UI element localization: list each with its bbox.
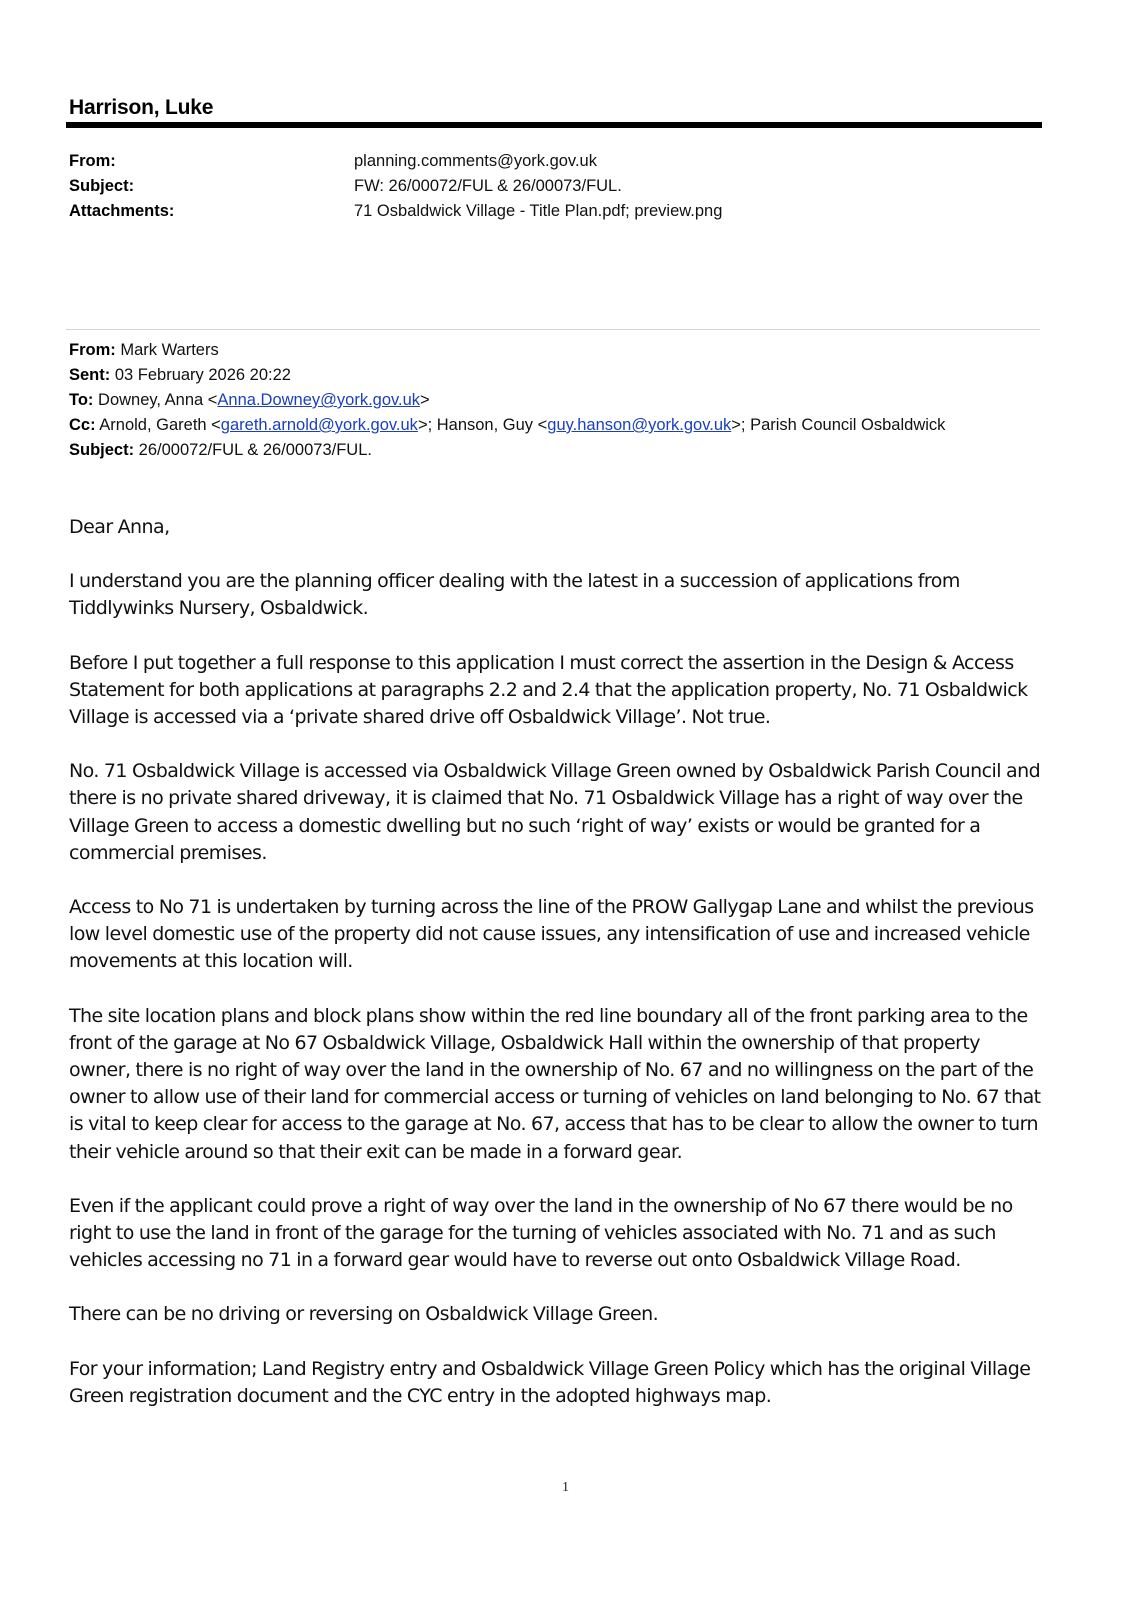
fwd-subject-label: Subject: [69, 441, 135, 459]
email-body [69, 514, 1044, 1437]
fwd-subject-line [69, 438, 1029, 463]
body-paragraph: Even if the applicant could prove a right of way over the land in the ownership of No 67 there would be no right to use the land in front of the garage for the turning of vehicles associated with No. 71 and as such vehicles accessing no 71 in a forward gear would have to reverse out onto Osbaldwick Village Road. [69, 1194, 1013, 1272]
attachments-value: 71 Osbaldwick Village - Title Plan.pdf; preview.png [354, 202, 723, 220]
meta-row-from [69, 149, 722, 174]
body-paragraph: There can be no driving or reversing on Osbaldwick Village Green. [69, 1303, 659, 1326]
body-paragraph: Before I put together a full response to this application I must correct the assertion in the Design & Access Statement for both applications at paragraphs 2.2 and 2.4 that the application property, No. 71 Osbaldwick Village is accessed via a ‘private shared drive off Osbaldwick Village’. Not true. [69, 651, 1028, 729]
fwd-from-line [69, 338, 1029, 363]
fwd-cc-line [69, 413, 1029, 438]
meta-row-attachments [69, 199, 722, 224]
page-number: 1 [562, 1480, 569, 1495]
fwd-from-label: From: [69, 341, 116, 359]
print-header-name: Harrison, Luke [69, 96, 214, 119]
fwd-sent-line [69, 363, 1029, 388]
body-paragraph: I understand you are the planning officer dealing with the latest in a succession of applications from Tiddlywinks Nursery, Osbaldwick. [69, 570, 960, 620]
cc-email-link-2[interactable]: guy.hanson@york.gov.uk [547, 416, 732, 434]
fwd-sent-value: 03 February 2026 20:22 [110, 366, 291, 384]
body-paragraph: The site location plans and block plans show within the red line boundary all of the front parking area to the front of the garage at No 67 Osbaldwick Village, Osbaldwick Hall within the ownership of that property owner, there is no right of way over the land in the ownership of No. 67 and no willingness on the part of the owner to allow use of their land for commercial access or turning of vehicles on land belonging to No. 67 that is vital to keep clear for access to the garage at No. 67, access that has to be clear to allow the owner to turn their vehicle around so that their exit can be made in a forward gear. [69, 1004, 1041, 1163]
body-paragraph: No. 71 Osbaldwick Village is accessed via Osbaldwick Village Green owned by Osbaldwick Parish Council and there is no private shared driveway, it is claimed that No. 71 Osbaldwick Village has a right of way over the Village Green to access a domestic dwelling but no such ‘right of way’ exists or would be granted for a commercial premises. [69, 760, 1041, 864]
fwd-cc-label: Cc: [69, 416, 96, 434]
fwd-cc-sep: >; Hanson, Guy < [417, 416, 548, 434]
from-value: planning.comments@york.gov.uk [354, 152, 597, 170]
fwd-to-label: To: [69, 391, 94, 409]
subject-label: Subject: [69, 177, 135, 195]
fwd-to-name: Downey, Anna < [93, 391, 218, 409]
fwd-to-close: > [420, 391, 430, 409]
subject-value: FW: 26/00072/FUL & 26/00073/FUL. [354, 177, 622, 195]
forward-separator [66, 329, 1040, 330]
from-label: From: [69, 152, 116, 170]
meta-row-subject [69, 174, 722, 199]
fwd-to-line [69, 388, 1029, 413]
body-paragraph: Access to No 71 is undertaken by turning across the line of the PROW Gallygap Lane and whilst the previous low level domestic use of the property did not cause issues, any intensification of use and increased vehicle movements at this location will. [69, 896, 1034, 973]
cc-email-link-1[interactable]: gareth.arnold@york.gov.uk [220, 416, 418, 434]
forwarded-header [69, 338, 1029, 463]
fwd-from-value: Mark Warters [115, 341, 219, 359]
header-rule [66, 122, 1042, 128]
fwd-sent-label: Sent: [69, 366, 111, 384]
fwd-cc-name-1: Arnold, Gareth < [95, 416, 221, 434]
to-email-link[interactable]: Anna.Downey@york.gov.uk [217, 391, 421, 409]
greeting: Dear Anna, [69, 516, 170, 538]
fwd-subject-value: 26/00072/FUL & 26/00073/FUL. [134, 441, 372, 459]
body-paragraph: For your information; Land Registry entry and Osbaldwick Village Green Policy which has the original Village Green registration document and the CYC entry in the adopted highways map. [69, 1357, 1031, 1407]
attachments-label: Attachments: [69, 202, 175, 220]
fwd-cc-tail: >; Parish Council Osbaldwick [731, 416, 946, 434]
outer-message-meta [69, 149, 722, 224]
